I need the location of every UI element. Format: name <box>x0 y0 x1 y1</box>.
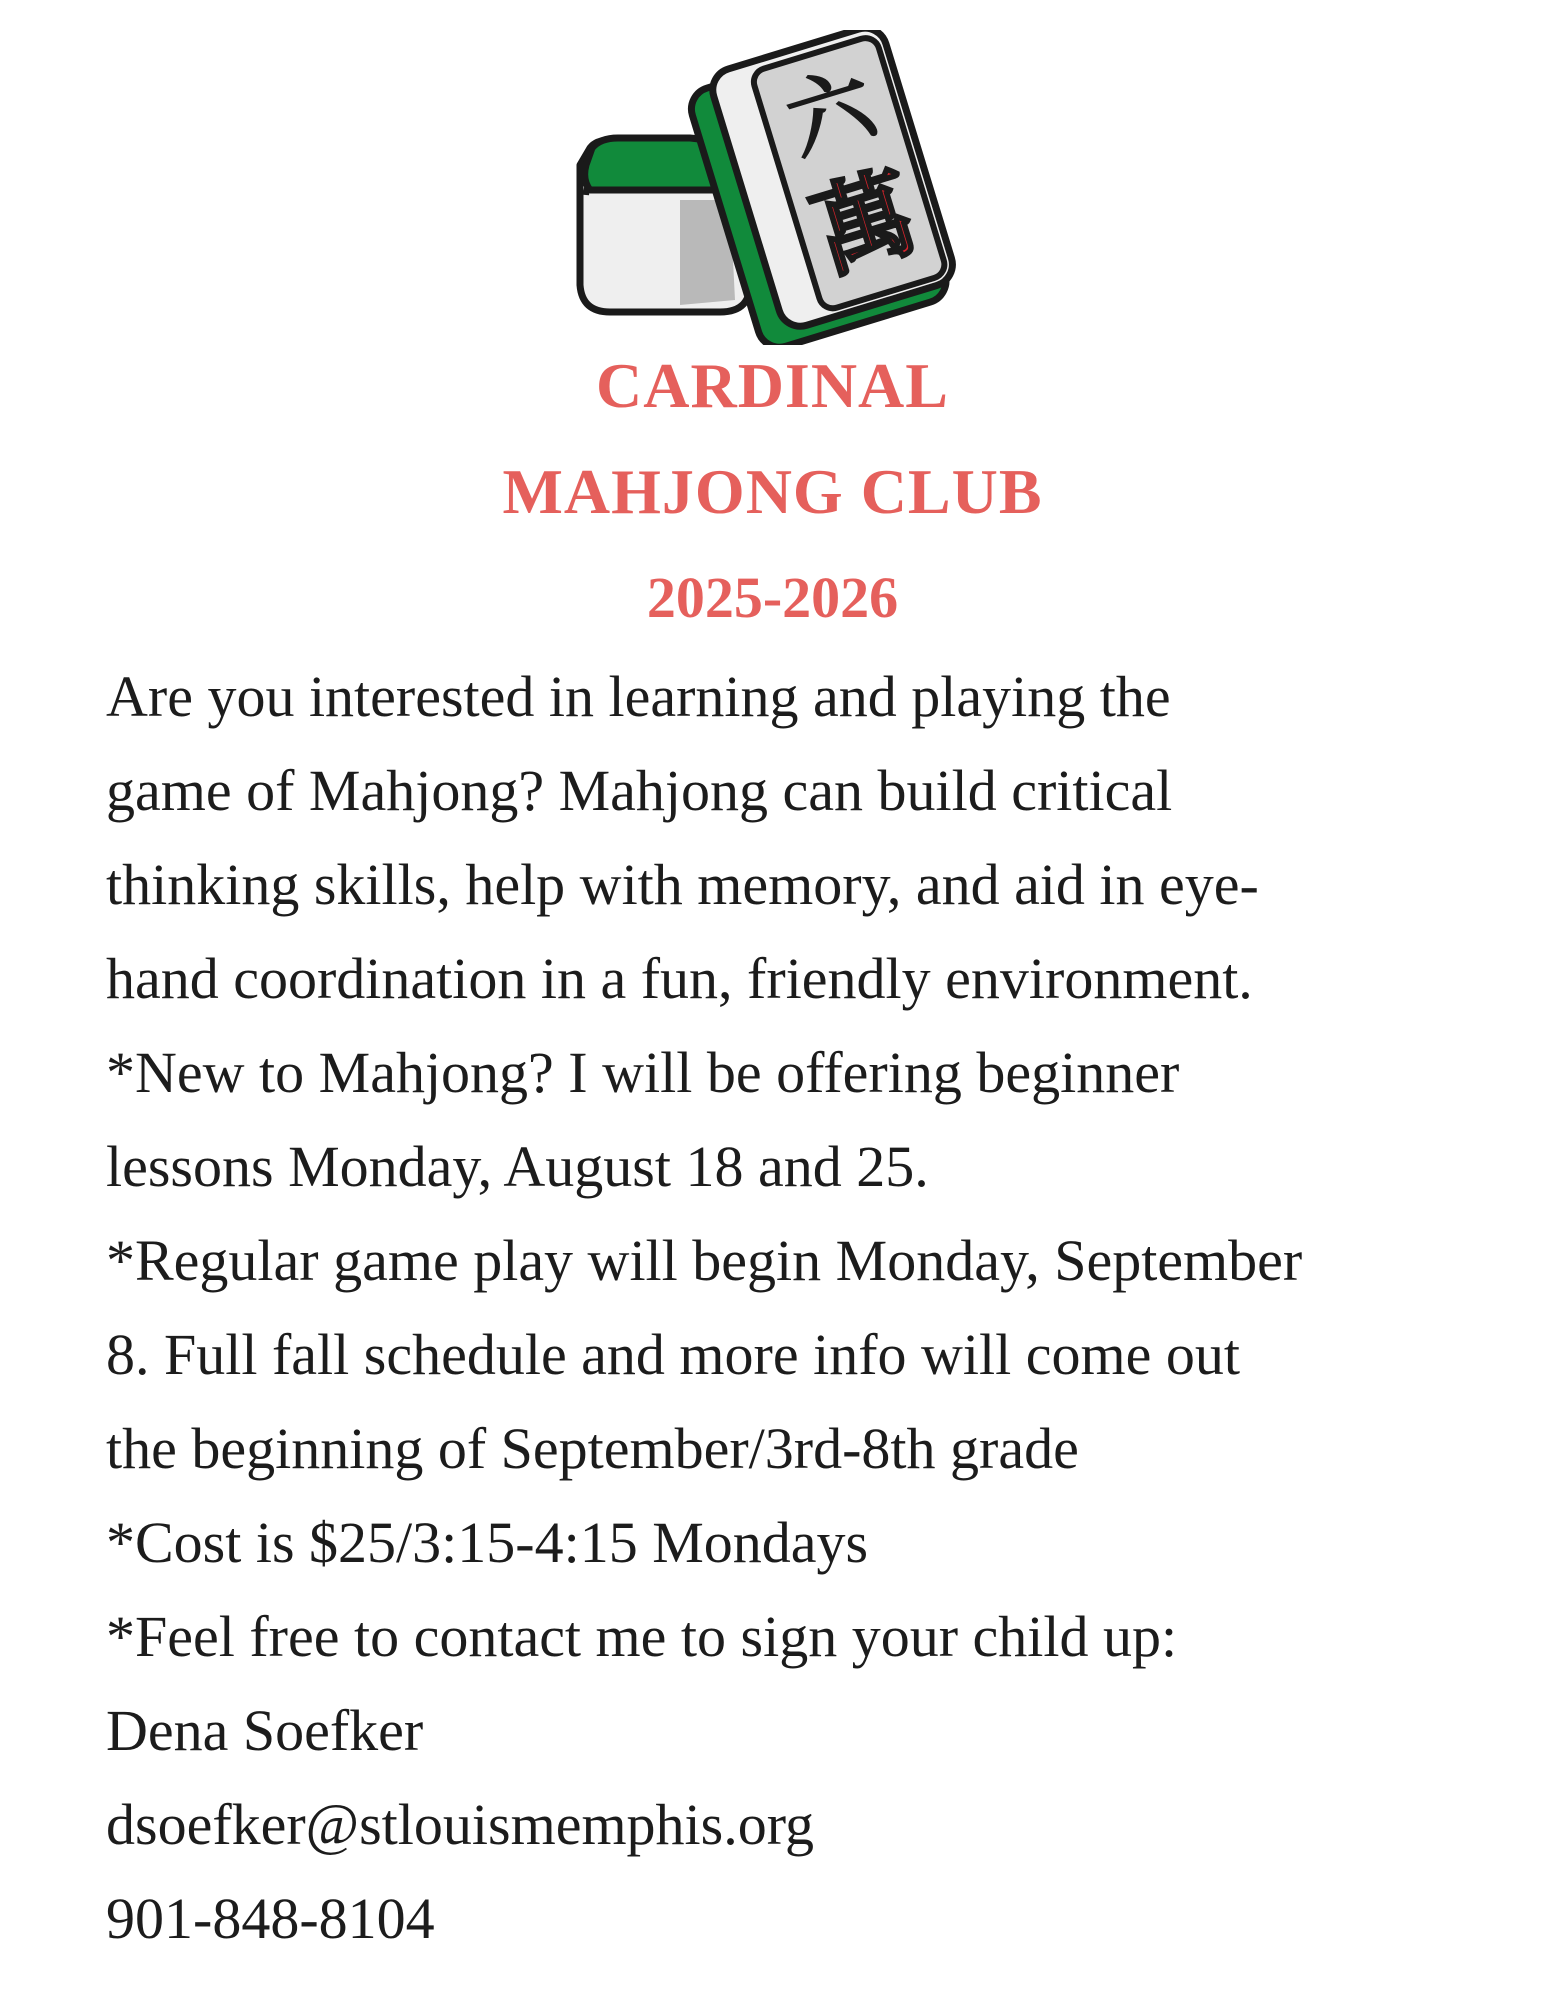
flyer-body-text <box>106 650 1446 1966</box>
body-line: hand coordination in a fun, friendly environment. <box>106 946 1253 1011</box>
body-line: game of Mahjong? Mahjong can build critical <box>106 758 1173 823</box>
body-line: thinking skills, help with memory, and aid in eye- <box>106 852 1259 917</box>
tile-glyph-top: 六 <box>775 53 887 175</box>
title-cardinal: CARDINAL <box>596 350 949 421</box>
body-line: *New to Mahjong? I will be offering beginner <box>106 1040 1180 1105</box>
title-year: 2025-2026 <box>646 565 899 630</box>
body-line: *Feel free to contact me to sign your child up: <box>106 1604 1178 1669</box>
body-line: Are you interested in learning and playing the <box>106 664 1171 729</box>
body-line: the beginning of September/3rd-8th grade <box>106 1416 1079 1481</box>
body-line: lessons Monday, August 18 and 25. <box>106 1134 929 1199</box>
mahjong-tile-icon <box>570 30 970 345</box>
body-line: 8. Full fall schedule and more info will come out <box>106 1322 1240 1387</box>
tile-glyph-bottom: 萬 <box>799 152 930 294</box>
contact-name: Dena Soefker <box>106 1698 424 1763</box>
title-mahjong-club: MAHJONG CLUB <box>502 456 1043 527</box>
contact-email: dsoefker@stlouismemphis.org <box>106 1792 815 1857</box>
body-line: *Cost is $25/3:15-4:15 Mondays <box>106 1510 869 1575</box>
contact-phone: 901-848-8104 <box>106 1886 435 1951</box>
body-line: *Regular game play will begin Monday, September <box>106 1228 1303 1293</box>
